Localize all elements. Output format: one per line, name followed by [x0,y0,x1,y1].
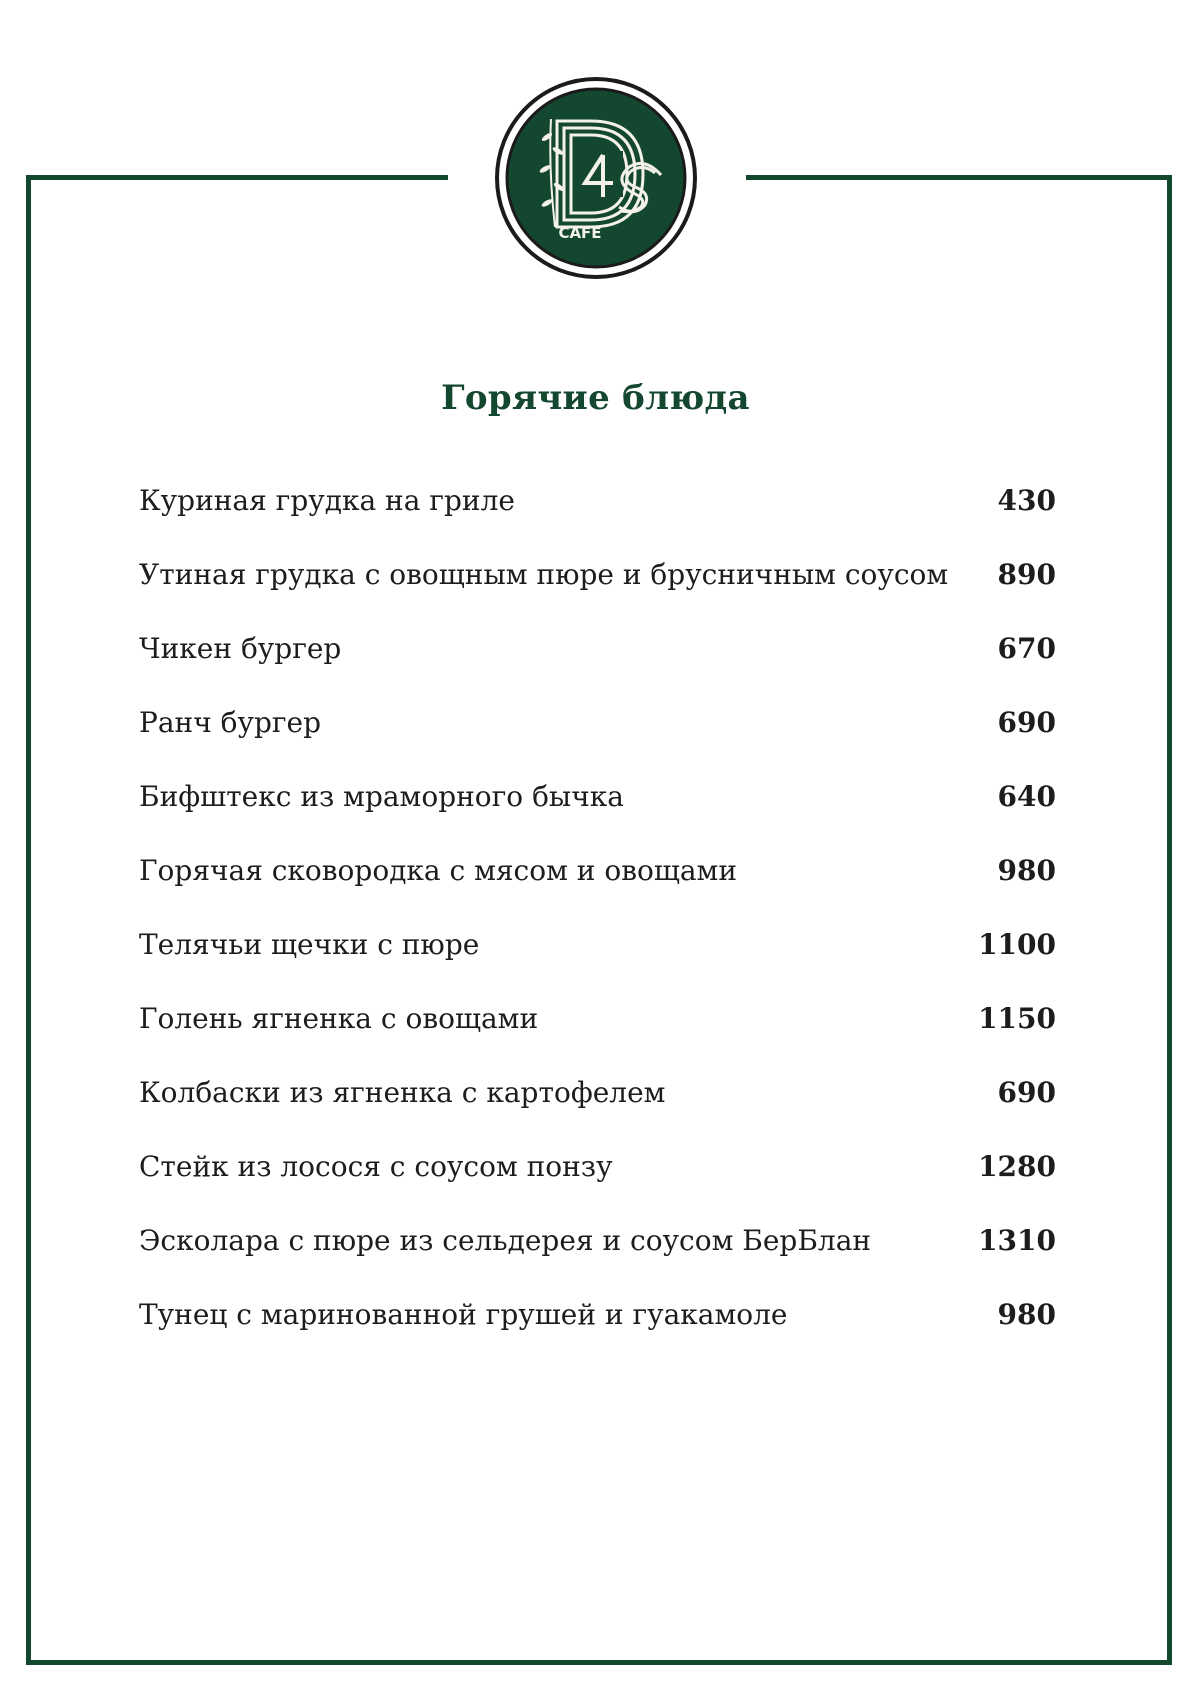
dish-price: 690 [997,1076,1056,1109]
frame-top-right [746,175,1172,180]
dish-price: 1150 [978,1002,1056,1035]
dish-name: Куриная грудка на гриле [139,484,515,517]
menu-item [139,483,1056,557]
menu-item [139,1075,1056,1149]
dish-name: Колбаски из ягненка с картофелем [139,1076,666,1109]
menu-item [139,557,1056,631]
dish-price: 640 [997,780,1056,813]
dish-name: Утиная грудка с овощным пюре и брусничным соусом [139,558,949,591]
dish-price: 1100 [978,928,1056,961]
dish-price: 1310 [978,1224,1056,1257]
menu-item [139,853,1056,927]
menu-item [139,1001,1056,1075]
dish-price: 980 [997,854,1056,887]
menu-item [139,779,1056,853]
dish-name: Голень ягненка с овощами [139,1002,539,1035]
frame-top-left [26,175,448,180]
page-title: Горячие блюда [441,378,750,418]
frame-bottom [26,1660,1172,1665]
menu-item [139,705,1056,779]
menu-item [139,1297,1056,1371]
menu-item [139,1149,1056,1223]
menu-list [139,483,1056,1371]
dish-name: Эсколара с пюре из сельдерея и соусом БерБлан [139,1224,872,1257]
menu-item [139,1223,1056,1297]
menu-item [139,927,1056,1001]
dish-name: Тунец с маринованной грушей и гуакамоле [139,1298,788,1331]
dish-price: 670 [997,632,1056,665]
dish-name: Стейк из лосося с соусом понзу [139,1150,613,1183]
dish-price: 890 [997,558,1056,591]
menu-item [139,631,1056,705]
dish-name: Бифштекс из мраморного бычка [139,780,624,813]
dish-price: 690 [997,706,1056,739]
dish-name: Телячьи щечки с пюре [139,928,480,961]
dish-name: Ранч бургер [139,706,322,739]
dish-price: 430 [997,484,1056,517]
dish-name: Чикен бургер [139,632,342,665]
dish-price: 1280 [978,1150,1056,1183]
dish-name: Горячая сковородка с мясом и овощами [139,854,737,887]
dish-price: 980 [997,1298,1056,1331]
d4s-cafe-logo-icon [495,77,697,279]
svg-text:CAFE: CAFE [558,224,602,242]
